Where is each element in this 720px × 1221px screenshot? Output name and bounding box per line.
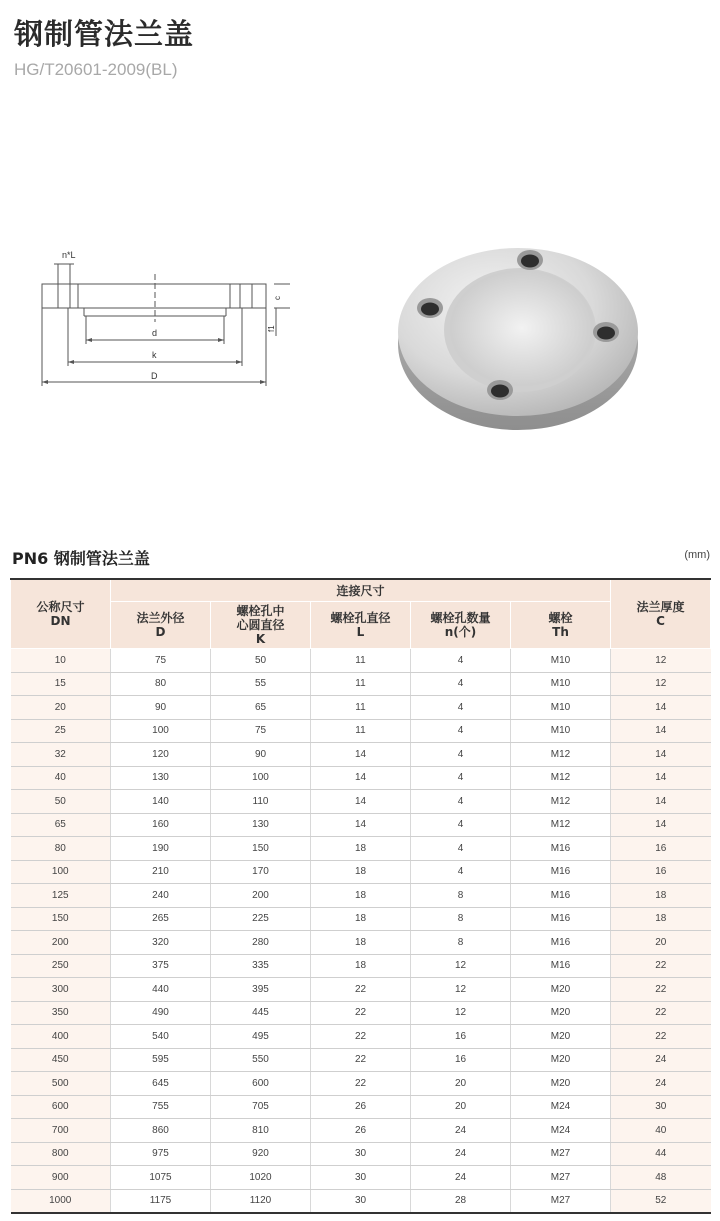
table-cell: 22: [611, 1025, 711, 1049]
table-row: [11, 1048, 711, 1072]
table-row: [11, 696, 711, 720]
table-cell: M16: [511, 931, 611, 955]
header-connection-size: 连接尺寸: [111, 579, 611, 602]
table-cell: 645: [111, 1072, 211, 1096]
table-cell: 12: [411, 1001, 511, 1025]
table-cell: 130: [211, 813, 311, 837]
header-thickness: 法兰厚度 C: [611, 579, 711, 649]
table-cell: 18: [311, 931, 411, 955]
table-cell: 22: [611, 1001, 711, 1025]
table-cell: 375: [111, 954, 211, 978]
table-cell: 14: [311, 766, 411, 790]
table-row: [11, 649, 711, 673]
unit-label: (mm): [684, 549, 710, 561]
spec-table: [10, 578, 711, 1214]
table-cell: 140: [111, 790, 211, 814]
header-bolt-hole-count: 螺栓孔数量 n(个): [411, 602, 511, 649]
table-cell: 22: [311, 978, 411, 1002]
table-cell: M20: [511, 1025, 611, 1049]
table-cell: 50: [11, 790, 111, 814]
table-cell: 12: [611, 672, 711, 696]
table-cell: 500: [11, 1072, 111, 1096]
table-cell: 22: [311, 1025, 411, 1049]
table-cell: 320: [111, 931, 211, 955]
table-row: [11, 931, 711, 955]
table-cell: 24: [611, 1048, 711, 1072]
table-cell: 8: [411, 931, 511, 955]
table-cell: 540: [111, 1025, 211, 1049]
table-row: [11, 813, 711, 837]
table-cell: 100: [111, 719, 211, 743]
table-cell: 4: [411, 743, 511, 767]
table-cell: 8: [411, 907, 511, 931]
table-cell: 4: [411, 719, 511, 743]
table-cell: 120: [111, 743, 211, 767]
table-cell: 170: [211, 860, 311, 884]
table-cell: 225: [211, 907, 311, 931]
table-cell: 14: [611, 719, 711, 743]
table-cell: 50: [211, 649, 311, 673]
table-cell: 12: [611, 649, 711, 673]
table-cell: 800: [11, 1142, 111, 1166]
label-nL: n*L: [62, 250, 76, 260]
standard-code: HG/T20601-2009(BL): [14, 60, 178, 79]
table-cell: 300: [11, 978, 111, 1002]
table-cell: 80: [111, 672, 211, 696]
table-cell: 55: [211, 672, 311, 696]
table-cell: M10: [511, 672, 611, 696]
table-cell: 1000: [11, 1189, 111, 1213]
table-cell: 24: [411, 1119, 511, 1143]
table-cell: M16: [511, 954, 611, 978]
label-d: d: [152, 328, 158, 338]
table-cell: 18: [311, 884, 411, 908]
table-cell: 1020: [211, 1166, 311, 1190]
table-cell: 44: [611, 1142, 711, 1166]
table-row: [11, 766, 711, 790]
table-cell: 90: [211, 743, 311, 767]
table-cell: 920: [211, 1142, 311, 1166]
table-cell: 14: [611, 696, 711, 720]
page-title: 钢制管法兰盖: [14, 17, 195, 51]
table-cell: 11: [311, 672, 411, 696]
table-cell: 8: [411, 884, 511, 908]
table-cell: 11: [311, 696, 411, 720]
table-cell: 860: [111, 1119, 211, 1143]
table-cell: 130: [111, 766, 211, 790]
table-cell: 20: [411, 1072, 511, 1096]
table-cell: 150: [211, 837, 311, 861]
table-cell: 24: [411, 1166, 511, 1190]
table-cell: 1175: [111, 1189, 211, 1213]
table-cell: 4: [411, 696, 511, 720]
table-cell: 20: [411, 1095, 511, 1119]
table-cell: M16: [511, 837, 611, 861]
table-cell: 18: [311, 860, 411, 884]
table-cell: 30: [311, 1189, 411, 1213]
table-cell: 12: [411, 954, 511, 978]
table-cell: 40: [611, 1119, 711, 1143]
table-cell: M20: [511, 978, 611, 1002]
table-title: PN6 钢制管法兰盖: [12, 549, 150, 568]
table-cell: M24: [511, 1095, 611, 1119]
table-cell: 550: [211, 1048, 311, 1072]
table-cell: 1075: [111, 1166, 211, 1190]
table-cell: 250: [11, 954, 111, 978]
table-cell: 12: [411, 978, 511, 1002]
table-cell: 75: [211, 719, 311, 743]
table-cell: 240: [111, 884, 211, 908]
table-cell: M10: [511, 649, 611, 673]
table-cell: M20: [511, 1072, 611, 1096]
table-cell: 600: [211, 1072, 311, 1096]
table-cell: 22: [311, 1001, 411, 1025]
table-cell: M12: [511, 813, 611, 837]
table-cell: M20: [511, 1001, 611, 1025]
table-cell: 335: [211, 954, 311, 978]
label-f1: f1: [267, 325, 276, 332]
table-cell: 40: [11, 766, 111, 790]
table-cell: M10: [511, 719, 611, 743]
table-cell: 595: [111, 1048, 211, 1072]
table-cell: 14: [611, 766, 711, 790]
table-cell: 14: [311, 743, 411, 767]
table-cell: M27: [511, 1142, 611, 1166]
table-cell: 75: [111, 649, 211, 673]
table-cell: 15: [11, 672, 111, 696]
table-cell: 18: [311, 837, 411, 861]
table-cell: 20: [611, 931, 711, 955]
table-cell: 160: [111, 813, 211, 837]
table-cell: 755: [111, 1095, 211, 1119]
table-row: [11, 1095, 711, 1119]
table-cell: 1120: [211, 1189, 311, 1213]
table-cell: 810: [211, 1119, 311, 1143]
table-cell: 350: [11, 1001, 111, 1025]
table-cell: 22: [311, 1048, 411, 1072]
table-cell: 24: [611, 1072, 711, 1096]
table-cell: 4: [411, 860, 511, 884]
table-cell: 400: [11, 1025, 111, 1049]
table-row: [11, 954, 711, 978]
table-cell: 100: [211, 766, 311, 790]
table-cell: 11: [311, 649, 411, 673]
table-cell: 18: [611, 907, 711, 931]
table-cell: 32: [11, 743, 111, 767]
table-cell: 30: [611, 1095, 711, 1119]
table-cell: M27: [511, 1189, 611, 1213]
table-cell: 200: [11, 931, 111, 955]
table-cell: 495: [211, 1025, 311, 1049]
table-row: [11, 978, 711, 1002]
table-row: [11, 1119, 711, 1143]
table-cell: 11: [311, 719, 411, 743]
table-cell: 265: [111, 907, 211, 931]
table-cell: M20: [511, 1048, 611, 1072]
table-cell: 90: [111, 696, 211, 720]
table-cell: 110: [211, 790, 311, 814]
table-cell: 18: [611, 884, 711, 908]
table-row: [11, 907, 711, 931]
header-bolt: 螺栓 Th: [511, 602, 611, 649]
table-cell: 14: [611, 790, 711, 814]
table-cell: 14: [311, 790, 411, 814]
table-cell: 14: [611, 743, 711, 767]
table-row: [11, 837, 711, 861]
table-cell: 22: [311, 1072, 411, 1096]
label-c: c: [273, 296, 282, 300]
table-cell: 22: [611, 954, 711, 978]
table-cell: 210: [111, 860, 211, 884]
table-cell: 705: [211, 1095, 311, 1119]
header-outer-diameter: 法兰外径 D: [111, 602, 211, 649]
table-cell: 65: [11, 813, 111, 837]
table-cell: 4: [411, 649, 511, 673]
table-cell: 4: [411, 672, 511, 696]
header-dn: 公称尺寸 DN: [11, 579, 111, 649]
table-cell: 975: [111, 1142, 211, 1166]
table-cell: 190: [111, 837, 211, 861]
header-bolt-circle: 螺栓孔中 心圆直径 K: [211, 602, 311, 649]
table-cell: 600: [11, 1095, 111, 1119]
table-cell: M12: [511, 790, 611, 814]
table-cell: 280: [211, 931, 311, 955]
table-cell: 26: [311, 1119, 411, 1143]
table-cell: 30: [311, 1142, 411, 1166]
table-cell: 490: [111, 1001, 211, 1025]
table-cell: 28: [411, 1189, 511, 1213]
table-cell: M12: [511, 743, 611, 767]
table-cell: 18: [311, 907, 411, 931]
table-cell: 440: [111, 978, 211, 1002]
flange-cross-section-drawing: [30, 240, 290, 400]
label-k: k: [152, 350, 157, 360]
blind-flange-product-image: [390, 240, 650, 440]
header-bolt-hole-diameter: 螺栓孔直径 L: [311, 602, 411, 649]
table-cell: 4: [411, 790, 511, 814]
table-cell: 900: [11, 1166, 111, 1190]
table-cell: 65: [211, 696, 311, 720]
table-cell: 150: [11, 907, 111, 931]
table-cell: M10: [511, 696, 611, 720]
table-cell: 24: [411, 1142, 511, 1166]
table-row: [11, 1142, 711, 1166]
table-row: [11, 790, 711, 814]
table-row: [11, 860, 711, 884]
table-cell: 4: [411, 813, 511, 837]
table-cell: 4: [411, 837, 511, 861]
table-cell: M16: [511, 907, 611, 931]
table-cell: 25: [11, 719, 111, 743]
table-row: [11, 1072, 711, 1096]
table-cell: 22: [611, 978, 711, 1002]
table-row: [11, 1025, 711, 1049]
table-row: [11, 719, 711, 743]
table-cell: 16: [611, 837, 711, 861]
table-cell: 450: [11, 1048, 111, 1072]
table-row: [11, 1189, 711, 1213]
table-cell: 200: [211, 884, 311, 908]
table-cell: 16: [411, 1048, 511, 1072]
table-cell: M16: [511, 884, 611, 908]
table-cell: 125: [11, 884, 111, 908]
table-cell: 20: [11, 696, 111, 720]
table-row: [11, 1001, 711, 1025]
table-cell: 30: [311, 1166, 411, 1190]
table-cell: 14: [311, 813, 411, 837]
table-cell: 395: [211, 978, 311, 1002]
table-cell: 14: [611, 813, 711, 837]
table-cell: M27: [511, 1166, 611, 1190]
table-row: [11, 1166, 711, 1190]
table-cell: 700: [11, 1119, 111, 1143]
table-cell: 100: [11, 860, 111, 884]
table-row: [11, 743, 711, 767]
table-cell: 16: [611, 860, 711, 884]
table-cell: 52: [611, 1189, 711, 1213]
table-cell: 80: [11, 837, 111, 861]
table-cell: 10: [11, 649, 111, 673]
table-row: [11, 672, 711, 696]
table-cell: M16: [511, 860, 611, 884]
table-cell: 18: [311, 954, 411, 978]
label-D: D: [151, 371, 158, 381]
table-cell: 48: [611, 1166, 711, 1190]
table-cell: 4: [411, 766, 511, 790]
table-cell: 445: [211, 1001, 311, 1025]
table-cell: M12: [511, 766, 611, 790]
table-row: [11, 884, 711, 908]
table-cell: 16: [411, 1025, 511, 1049]
table-cell: M24: [511, 1119, 611, 1143]
table-cell: 26: [311, 1095, 411, 1119]
